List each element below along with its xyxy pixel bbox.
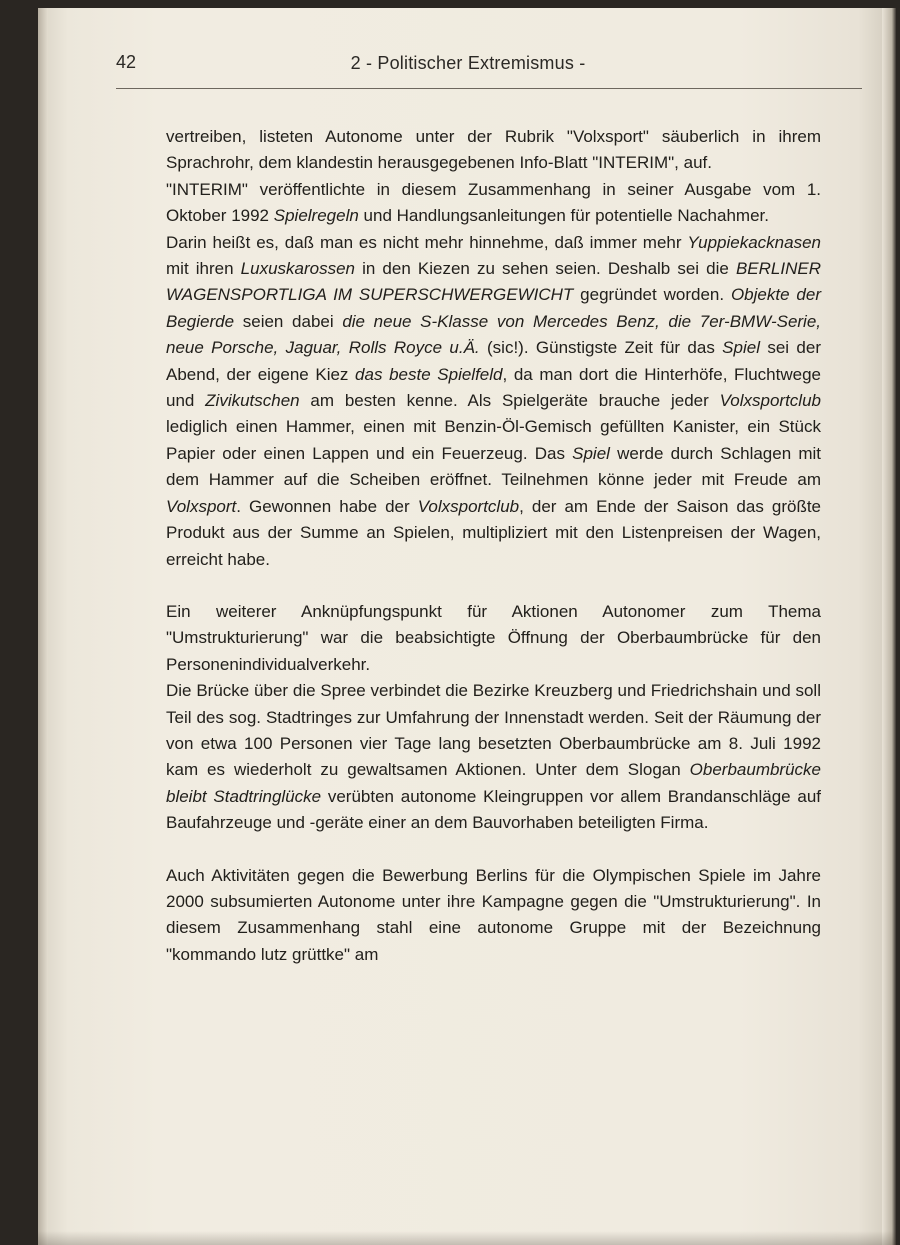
text-segment: mit ihren bbox=[166, 259, 241, 279]
text-segment: sei der Abend, der eigene Kiez bbox=[166, 338, 821, 384]
text-segment: werde durch Schlagen mit dem Hammer auf die Scheiben eröffnet. Teilnehmen könne jeder mit Freude am bbox=[166, 443, 821, 490]
text-segment: Darin heißt es, daß man es nicht mehr hinnehme, daß immer mehr bbox=[166, 232, 688, 252]
text-segment: und Handlungsanleitungen für potentielle Nachahmer. bbox=[358, 206, 769, 226]
emphasized-text: Zivikutschen bbox=[205, 391, 300, 411]
page-gutter-edge bbox=[38, 8, 48, 1245]
text-segment: am besten kenne. Als Spielgeräte brauche jeder bbox=[299, 391, 720, 411]
text-segment: , der am Ende der Saison das größte Produkt aus der Summe an Spielen, multipliziert mit den Listenpreisen der Wagen, erreicht habe. bbox=[166, 496, 822, 569]
text-segment: (sic!). Günstigste Zeit für das bbox=[479, 338, 723, 358]
emphasized-text: Volxsportclub bbox=[417, 496, 520, 516]
emphasized-text: das beste Spielfeld bbox=[355, 364, 503, 384]
text-segment: gegründet worden. bbox=[573, 285, 731, 305]
text-segment: seien dabei bbox=[234, 311, 343, 331]
emphasized-text: Objekte der Begierde bbox=[166, 285, 821, 331]
emphasized-text: Spiel bbox=[722, 338, 760, 358]
paragraph bbox=[166, 599, 821, 678]
paragraph bbox=[166, 124, 821, 177]
text-segment: . Gewonnen habe der bbox=[236, 496, 418, 516]
emphasized-text: Yuppiekacknasen bbox=[687, 232, 821, 252]
paragraph bbox=[166, 177, 821, 230]
emphasized-text: Spiel bbox=[572, 443, 610, 463]
paragraph bbox=[166, 230, 821, 573]
header-rule bbox=[116, 88, 862, 89]
paragraph bbox=[166, 678, 821, 836]
page-outer-edge bbox=[882, 8, 896, 1245]
paragraph bbox=[166, 863, 821, 969]
text-segment: vertreiben, listeten Autonome unter der Rubrik "Volxsport" säuberlich in ihrem Sprachrohr, dem klandestin herausgegebenen Info-Blatt "INTERIM", auf. bbox=[166, 127, 821, 173]
running-header bbox=[116, 52, 820, 84]
text-segment: , da man dort die Hinterhöfe, Fluchtwege und bbox=[166, 364, 821, 411]
text-segment: Auch Aktivitäten gegen die Bewerbung Berlins für die Olympischen Spiele im Jahre 2000 subsumierten Autonome unter ihre Kampagne gegen die "Umstrukturierung". In diesem Zusammenhang stahl eine autonome Gruppe mit der Bezeichnung "kommando lutz grüttke" am bbox=[166, 865, 821, 964]
text-segment: "INTERIM" veröffentlichte in diesem Zusammenhang in seiner Ausgabe vom 1. Oktober 1992 bbox=[166, 179, 821, 226]
text-segment: lediglich einen Hammer, einen mit Benzin-Öl-Gemisch gefüllten Kanister, ein Stück Papier oder einen Lappen und ein Feuerzeug. Das bbox=[166, 417, 821, 463]
text-segment: verübten autonome Kleingruppen vor allem Brandanschläge auf Baufahrzeuge und -geräte einer an dem Bauvorhaben beteiligten Firma. bbox=[166, 786, 821, 833]
text-segment: in den Kiezen zu sehen seien. Deshalb sei die bbox=[355, 259, 736, 279]
running-title: 2 - Politischer Extremismus - bbox=[350, 53, 586, 73]
text-segment: Ein weiterer Anknüpfungspunkt für Aktionen Autonomer zum Thema "Umstrukturierung" war die beabsichtigte Öffnung der Oberbaumbrücke für den Personenindividualverkehr. bbox=[166, 601, 821, 674]
text-segment: Die Brücke über die Spree verbindet die Bezirke Kreuzberg und Friedrichshain und soll Teil des sog. Stadtringes zur Umfahrung der Innenstadt werden. Seit der Räumung der von etwa 100 Personen vier Tage lang besetzten Oberbaumbrücke am 8. Juli 1992 kam es wiederholt zu gewaltsamen Aktionen. Unter dem Slogan bbox=[166, 681, 821, 780]
emphasized-text: Oberbaumbrücke bleibt Stadtringlücke bbox=[166, 760, 821, 806]
emphasized-text: Spielregeln bbox=[273, 206, 359, 226]
emphasized-text: die neue S-Klasse von Mercedes Benz, die 7er-BMW-Serie, neue Porsche, Jaguar, Rolls Royce u.Ä. bbox=[166, 311, 822, 358]
emphasized-text: Luxuskarossen bbox=[240, 259, 355, 279]
page-bottom-shadow bbox=[38, 1231, 896, 1245]
emphasized-text: Volxsportclub bbox=[719, 391, 821, 411]
page-number: 42 bbox=[116, 52, 137, 72]
emphasized-text: Volxsport bbox=[166, 496, 237, 516]
emphasized-text: BERLINER WAGENSPORTLIGA IM SUPERSCHWERGEWICHT bbox=[166, 259, 821, 305]
body-text bbox=[166, 124, 821, 968]
